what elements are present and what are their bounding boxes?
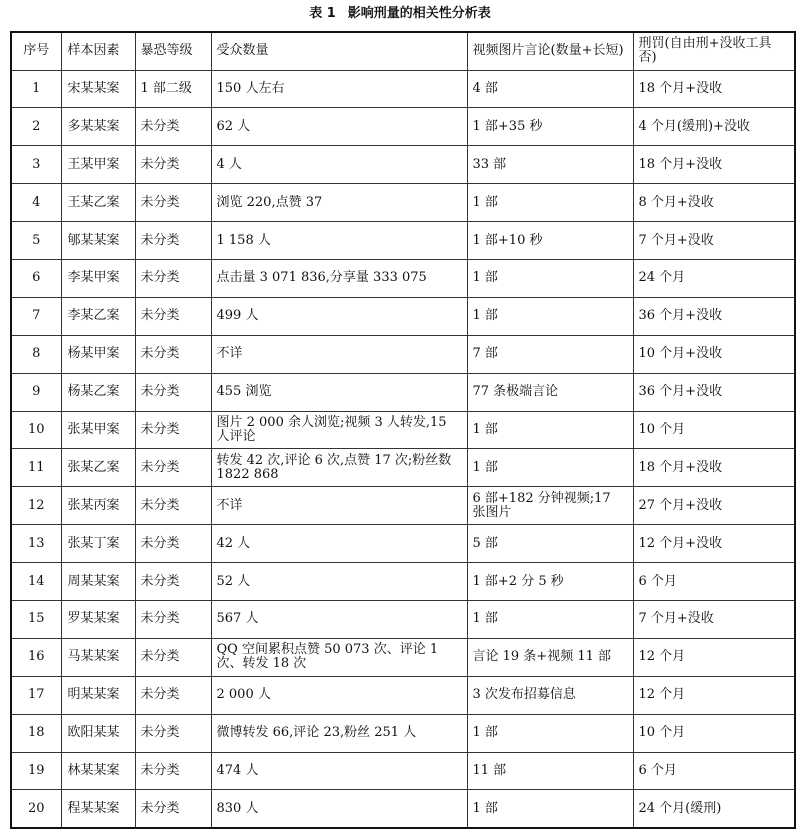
- correlation-table: [10, 31, 796, 829]
- table-cell: 未分类: [135, 297, 211, 335]
- table-cell: 张某甲案: [61, 411, 135, 449]
- table-cell: 杨某乙案: [61, 373, 135, 411]
- table-cell: 18 个月+没收: [633, 146, 795, 184]
- table-cell: 1 部: [467, 790, 633, 828]
- table-cell: 未分类: [135, 676, 211, 714]
- table-cell: 7 个月+没收: [633, 600, 795, 638]
- column-header: 序号: [11, 32, 61, 70]
- table-cell: 未分类: [135, 600, 211, 638]
- table-cell: 未分类: [135, 146, 211, 184]
- table-row: [11, 222, 795, 260]
- table-cell: 宋某某案: [61, 70, 135, 108]
- table-cell: 15: [11, 600, 61, 638]
- table-cell: 杨某甲案: [61, 335, 135, 373]
- table-cell: 王某甲案: [61, 146, 135, 184]
- table-cell: 5 部: [467, 525, 633, 563]
- table-cell: 24 个月(缓刑): [633, 790, 795, 828]
- table-row: [11, 373, 795, 411]
- column-header: 视频图片言论(数量+长短): [467, 32, 633, 70]
- table-cell: 10 个月: [633, 411, 795, 449]
- table-cell: 王某乙案: [61, 184, 135, 222]
- table-cell: 567 人: [211, 600, 467, 638]
- table-cell: 1 部+35 秒: [467, 108, 633, 146]
- table-cell: 7 个月+没收: [633, 222, 795, 260]
- table-cell: 12 个月: [633, 638, 795, 676]
- table-cell: 微博转发 66,评论 23,粉丝 251 人: [211, 714, 467, 752]
- table-cell: 11 部: [467, 752, 633, 790]
- table-cell: 1 部: [467, 297, 633, 335]
- table-cell: 36 个月+没收: [633, 373, 795, 411]
- table-cell: 明某某案: [61, 676, 135, 714]
- table-cell: 1 158 人: [211, 222, 467, 260]
- column-header: 暴恐等级: [135, 32, 211, 70]
- table-cell: 4 个月(缓刑)+没收: [633, 108, 795, 146]
- table-cell: 830 人: [211, 790, 467, 828]
- table-cell: 未分类: [135, 411, 211, 449]
- table-number: 表 1: [309, 6, 336, 21]
- table-cell: 18 个月+没收: [633, 449, 795, 487]
- table-cell: 499 人: [211, 297, 467, 335]
- table-cell: 图片 2 000 余人浏览;视频 3 人转发,15 人评论: [211, 411, 467, 449]
- column-header: 刑罚(自由刑+没收工具否): [633, 32, 795, 70]
- table-cell: 6 部+182 分钟视频;17 张图片: [467, 487, 633, 525]
- table-cell: 1 部: [467, 600, 633, 638]
- table-cell: 浏览 220,点赞 37: [211, 184, 467, 222]
- table-cell: 6 个月: [633, 752, 795, 790]
- table-body: [11, 70, 795, 828]
- table-cell: 150 人左右: [211, 70, 467, 108]
- table-cell: 9: [11, 373, 61, 411]
- table-cell: 未分类: [135, 525, 211, 563]
- table-cell: 52 人: [211, 563, 467, 601]
- table-cell: 11: [11, 449, 61, 487]
- table-cell: 1 部: [467, 449, 633, 487]
- column-header: 受众数量: [211, 32, 467, 70]
- table-cell: 1 部: [467, 259, 633, 297]
- table-title: 影响刑量的相关性分析表: [347, 6, 491, 21]
- table-cell: 周某某案: [61, 563, 135, 601]
- table-cell: 未分类: [135, 790, 211, 828]
- table-cell: 10 个月: [633, 714, 795, 752]
- table-row: [11, 108, 795, 146]
- table-cell: 3 次发布招募信息: [467, 676, 633, 714]
- table-cell: 未分类: [135, 222, 211, 260]
- table-cell: 未分类: [135, 373, 211, 411]
- table-cell: 未分类: [135, 752, 211, 790]
- table-cell: 455 浏览: [211, 373, 467, 411]
- table-cell: 未分类: [135, 335, 211, 373]
- table-cell: 未分类: [135, 259, 211, 297]
- table-cell: 77 条极端言论: [467, 373, 633, 411]
- table-row: [11, 487, 795, 525]
- table-cell: 12 个月: [633, 676, 795, 714]
- table-cell: 1 部+2 分 5 秒: [467, 563, 633, 601]
- table-row: [11, 790, 795, 828]
- table-cell: 33 部: [467, 146, 633, 184]
- table-row: [11, 70, 795, 108]
- table-cell: 点击量 3 071 836,分享量 333 075: [211, 259, 467, 297]
- table-cell: 林某某案: [61, 752, 135, 790]
- table-row: [11, 676, 795, 714]
- table-cell: 8: [11, 335, 61, 373]
- table-cell: 欧阳某某: [61, 714, 135, 752]
- table-cell: 未分类: [135, 638, 211, 676]
- table-row: [11, 146, 795, 184]
- table-row: [11, 752, 795, 790]
- table-cell: 3: [11, 146, 61, 184]
- table-cell: 未分类: [135, 487, 211, 525]
- table-cell: 未分类: [135, 563, 211, 601]
- table-header-row: [11, 32, 795, 70]
- table-row: [11, 449, 795, 487]
- table-cell: 未分类: [135, 714, 211, 752]
- table-row: [11, 638, 795, 676]
- table-cell: 4 部: [467, 70, 633, 108]
- table-cell: QQ 空间累积点赞 50 073 次、评论 1 次、转发 18 次: [211, 638, 467, 676]
- table-row: [11, 184, 795, 222]
- table-cell: 19: [11, 752, 61, 790]
- table-cell: 7 部: [467, 335, 633, 373]
- table-row: [11, 563, 795, 601]
- table-cell: 言论 19 条+视频 11 部: [467, 638, 633, 676]
- table-cell: 1 部: [467, 714, 633, 752]
- table-cell: 1 部二级: [135, 70, 211, 108]
- column-header: 样本因素: [61, 32, 135, 70]
- table-cell: 7: [11, 297, 61, 335]
- table-cell: 张某乙案: [61, 449, 135, 487]
- table-cell: 1 部: [467, 411, 633, 449]
- table-row: [11, 411, 795, 449]
- table-cell: 未分类: [135, 184, 211, 222]
- table-cell: 62 人: [211, 108, 467, 146]
- table-cell: 13: [11, 525, 61, 563]
- table-cell: 转发 42 次,评论 6 次,点赞 17 次;粉丝数 1822 868: [211, 449, 467, 487]
- table-cell: 未分类: [135, 449, 211, 487]
- table-cell: 1 部+10 秒: [467, 222, 633, 260]
- table-cell: 李某甲案: [61, 259, 135, 297]
- table-cell: 1 部: [467, 184, 633, 222]
- table-cell: 5: [11, 222, 61, 260]
- table-cell: 未分类: [135, 108, 211, 146]
- table-cell: 不详: [211, 335, 467, 373]
- table-row: [11, 600, 795, 638]
- table-cell: 12 个月+没收: [633, 525, 795, 563]
- table-cell: 18 个月+没收: [633, 70, 795, 108]
- table-cell: 4: [11, 184, 61, 222]
- table-cell: 42 人: [211, 525, 467, 563]
- table-cell: 4 人: [211, 146, 467, 184]
- table-cell: 36 个月+没收: [633, 297, 795, 335]
- table-cell: 张某丙案: [61, 487, 135, 525]
- table-cell: 20: [11, 790, 61, 828]
- table-row: [11, 297, 795, 335]
- table-cell: 张某丁案: [61, 525, 135, 563]
- table-cell: 474 人: [211, 752, 467, 790]
- table-cell: 8 个月+没收: [633, 184, 795, 222]
- table-cell: 18: [11, 714, 61, 752]
- table-cell: 多某某案: [61, 108, 135, 146]
- table-cell: 马某某案: [61, 638, 135, 676]
- table-cell: 2 000 人: [211, 676, 467, 714]
- table-cell: 1: [11, 70, 61, 108]
- table-cell: 程某某案: [61, 790, 135, 828]
- table-cell: 不详: [211, 487, 467, 525]
- table-row: [11, 259, 795, 297]
- table-cell: 27 个月+没收: [633, 487, 795, 525]
- table-row: [11, 714, 795, 752]
- table-row: [11, 525, 795, 563]
- table-cell: 24 个月: [633, 259, 795, 297]
- table-cell: 10: [11, 411, 61, 449]
- table-cell: 6 个月: [633, 563, 795, 601]
- table-caption: [0, 4, 800, 24]
- table-row: [11, 335, 795, 373]
- table-cell: 李某乙案: [61, 297, 135, 335]
- table-cell: 郇某某案: [61, 222, 135, 260]
- table-cell: 17: [11, 676, 61, 714]
- table-cell: 2: [11, 108, 61, 146]
- table-cell: 10 个月+没收: [633, 335, 795, 373]
- table-cell: 12: [11, 487, 61, 525]
- table-cell: 罗某某案: [61, 600, 135, 638]
- table-cell: 16: [11, 638, 61, 676]
- table-cell: 6: [11, 259, 61, 297]
- table-cell: 14: [11, 563, 61, 601]
